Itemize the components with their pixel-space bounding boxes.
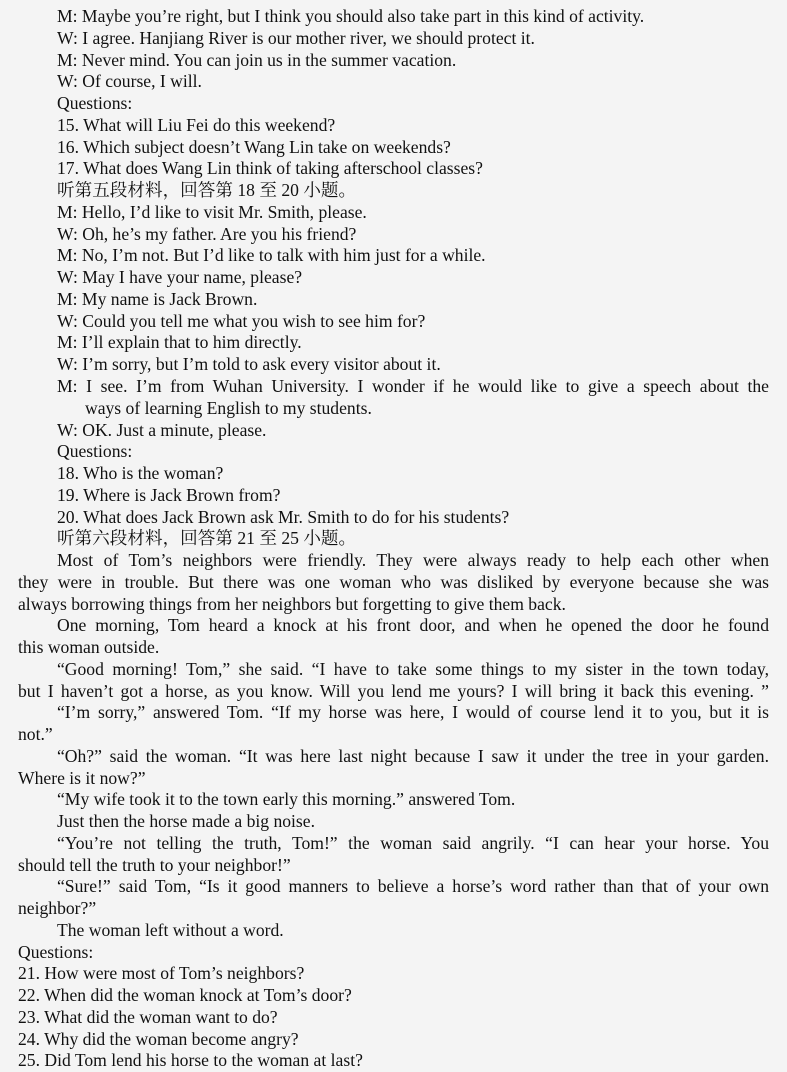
text-line: W: Could you tell me what you wish to see him for?: [57, 311, 426, 331]
text-line: W: I’m sorry, but I’m told to ask every visitor about it.: [57, 354, 441, 374]
text-line: Just then the horse made a big noise.: [57, 811, 315, 831]
text-line: M: Maybe you’re right, but I think you should also take part in this kind of activity.: [57, 6, 645, 26]
text-line: “Oh?” said the woman. “It was here last night because I saw it under the tree in your garden.: [57, 746, 769, 766]
text-line: Where is it now?”: [18, 768, 146, 788]
text-line: ways of learning English to my students.: [85, 398, 372, 418]
section-heading: 听第五段材料，回答第 18 至 20 小题。: [57, 180, 357, 200]
text-line: M: No, I’m not. But I’d like to talk with him just for a while.: [57, 245, 486, 265]
question-item: 20. What does Jack Brown ask Mr. Smith to do for his students?: [57, 507, 510, 527]
question-item: 17. What does Wang Lin think of taking afterschool classes?: [57, 158, 483, 178]
text-line: should tell the truth to your neighbor!”: [18, 855, 291, 875]
text-line: M: My name is Jack Brown.: [57, 289, 258, 309]
text-line: always borrowing things from her neighbors but forgetting to give them back.: [18, 594, 566, 614]
text-line: W: May I have your name, please?: [57, 267, 303, 287]
text-line: this woman outside.: [18, 637, 160, 657]
question-item: 22. When did the woman knock at Tom’s door?: [18, 985, 352, 1005]
question-item: 21. How were most of Tom’s neighbors?: [18, 963, 305, 983]
text-line: The woman left without a word.: [57, 920, 284, 940]
text-line: not.”: [18, 724, 53, 744]
text-line: M: I see. I’m from Wuhan University. I wonder if he would like to give a speech about the: [57, 376, 769, 396]
text-line: “You’re not telling the truth, Tom!” the woman said angrily. “I can hear your horse. You: [57, 833, 769, 853]
question-item: 23. What did the woman want to do?: [18, 1007, 278, 1027]
text-line: W: Oh, he’s my father. Are you his friend?: [57, 224, 357, 244]
text-line: “I’m sorry,” answered Tom. “If my horse was here, I would of course lend it to you, but it is: [57, 702, 769, 722]
text-line: “Good morning! Tom,” she said. “I have to take some things to my sister in the town today,: [57, 659, 769, 679]
question-item: 19. Where is Jack Brown from?: [57, 485, 281, 505]
questions-heading: Questions:: [57, 93, 133, 113]
text-line: W: OK. Just a minute, please.: [57, 420, 267, 440]
text-line: neighbor?”: [18, 898, 97, 918]
text-line: W: I agree. Hanjiang River is our mother river, we should protect it.: [57, 28, 535, 48]
text-line: M: I’ll explain that to him directly.: [57, 332, 302, 352]
text-line: One morning, Tom heard a knock at his front door, and when he opened the door he found: [57, 615, 769, 635]
text-line: M: Never mind. You can join us in the summer vacation.: [57, 50, 457, 70]
text-line: “My wife took it to the town early this morning.” answered Tom.: [57, 789, 516, 809]
question-item: 15. What will Liu Fei do this weekend?: [57, 115, 336, 135]
text-line: but I haven’t got a horse, as you know. Will you lend me yours? I will bring it back this evening. ”: [18, 681, 769, 701]
text-line: Most of Tom’s neighbors were friendly. They were always ready to help each other when: [57, 550, 769, 570]
question-item: 24. Why did the woman become angry?: [18, 1029, 299, 1049]
questions-heading: Questions:: [57, 441, 133, 461]
questions-heading: Questions:: [18, 942, 94, 962]
text-line: they were in trouble. But there was one woman who was disliked by everyone because she was: [18, 572, 769, 592]
section-heading: 听第六段材料，回答第 21 至 25 小题。: [57, 528, 357, 548]
text-line: M: Hello, I’d like to visit Mr. Smith, please.: [57, 202, 367, 222]
question-item: 16. Which subject doesn’t Wang Lin take on weekends?: [57, 137, 451, 157]
question-item: 18. Who is the woman?: [57, 463, 224, 483]
text-line: W: Of course, I will.: [57, 71, 202, 91]
text-line: “Sure!” said Tom, “Is it good manners to believe a horse’s word rather than that of your own: [57, 876, 769, 896]
question-item: 25. Did Tom lend his horse to the woman at last?: [18, 1050, 363, 1070]
